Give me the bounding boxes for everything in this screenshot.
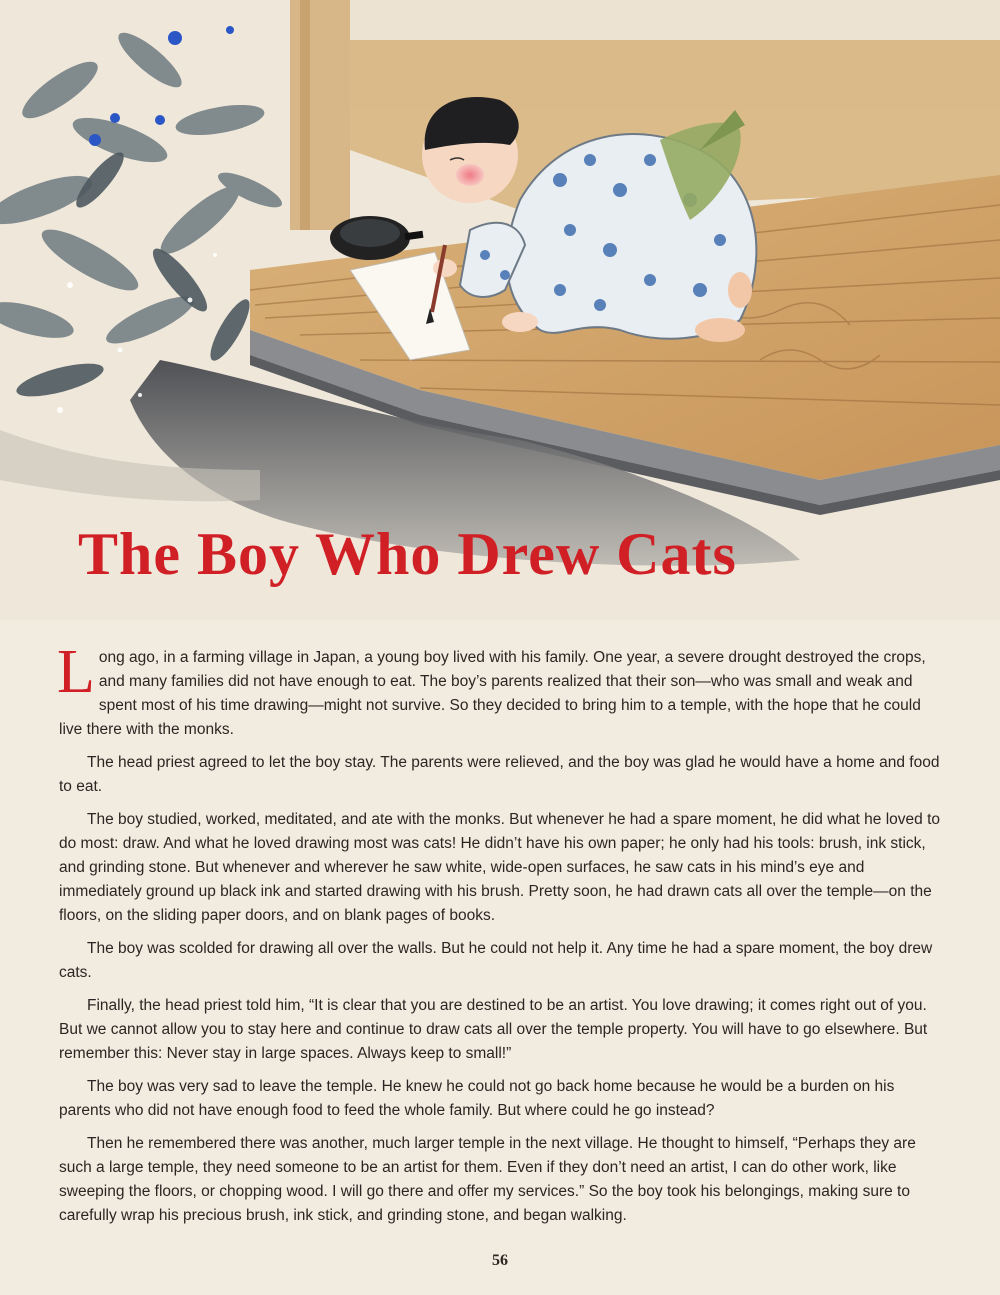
boy-hand xyxy=(433,259,457,277)
drop-cap: L xyxy=(57,638,95,706)
page-title: The Boy Who Drew Cats xyxy=(78,521,737,587)
paragraph-3: The boy studied, worked, meditated, and ate with the monks. But whenever he had a spare moment, he did what he loved to do most: draw. And what he loved drawing most was cats! He didn’t have his own paper; he only had his tools: brush, ink stick, and grinding stone. But whenever and wherever he saw white, wide-open surfaces, he saw cats in his mind’s eye and immediately ground up black ink and started drawing with his brush. Pretty soon, he had drawn cats all over the temple—on the floors, on the sliding paper doors, and on blank pages of books. xyxy=(59,811,941,924)
paragraph-1 xyxy=(57,638,944,742)
paragraph-2: The head priest agreed to let the boy stay. The parents were relieved, and the boy was glad he would have a home and food to eat. xyxy=(59,754,940,795)
paragraph-4: The boy was scolded for drawing all over the walls. But he could not help it. Any time he had a spare moment, the boy drew cats. xyxy=(59,940,933,981)
story-text xyxy=(57,638,944,1237)
page-number: 56 xyxy=(492,1252,508,1269)
wooden-post xyxy=(290,0,350,230)
paragraph-1-text: ong ago, in a farming village in Japan, a young boy lived with his family. One year, a severe drought destroyed the crops, and many families did not have enough to eat. The boy’s parents realized that their son—who was small and weak and spent most of his time drawing—might not survive. So they decided to bring him to a temple, with the hope that he could live there with the monks. xyxy=(59,649,926,738)
paragraph-6: The boy was very sad to leave the temple. He knew he could not go back home because he would be a burden on his parents who did not have enough food to feed the whole family. But where could he go instead? xyxy=(59,1078,895,1119)
paragraph-7: Then he remembered there was another, much larger temple in the next village. He thought to himself, “Perhaps they are such a large temple, they need someone to be an artist for them. Even if they don’t need an artist, I can do other work, like sweeping the floors, or chopping wood. I will go there and offer my services.” So the boy took his belongings, making sure to carefully wrap his precious brush, ink stick, and grinding stone, and began walking. xyxy=(59,1135,916,1224)
paragraph-5: Finally, the head priest told him, “It is clear that you are destined to be an artist. You love drawing; it comes right out of you. But we cannot allow you to stay here and continue to draw cats all over the temple property. You will have to go elsewhere. But remember this: Never stay in large spaces. Always keep to small!” xyxy=(59,997,928,1062)
